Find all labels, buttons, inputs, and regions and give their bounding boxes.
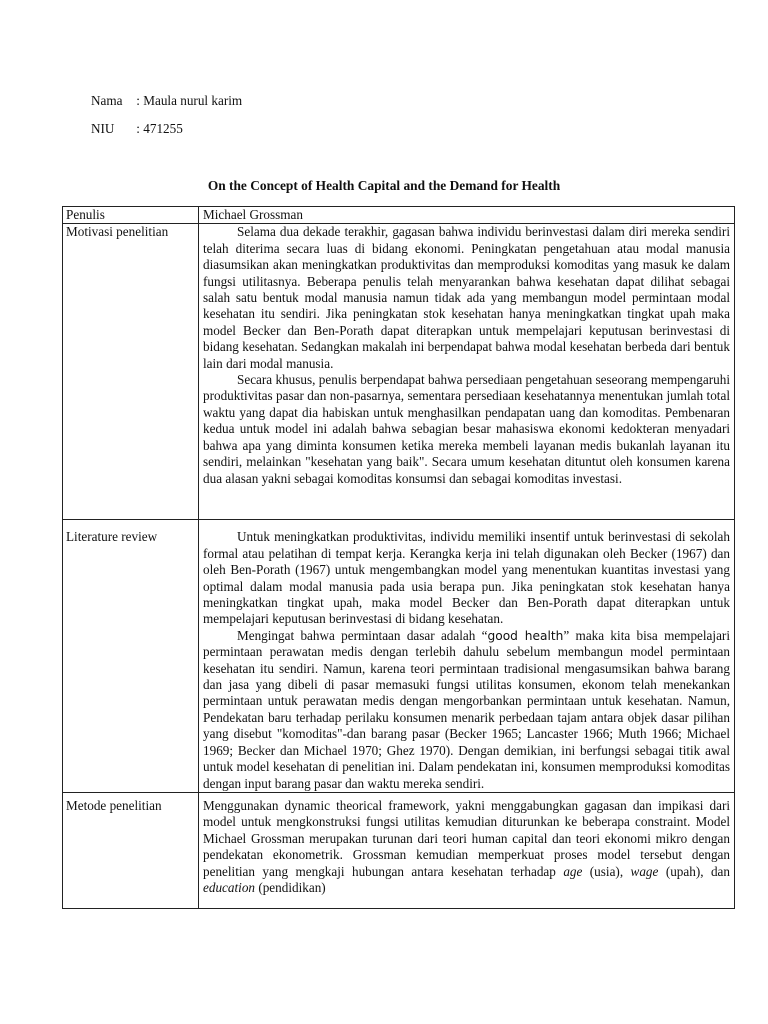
niu-label: NIU xyxy=(91,121,115,136)
metode-age-gloss: (usia), xyxy=(582,863,631,879)
niu-value: : 471255 xyxy=(136,121,183,136)
table-row-metode xyxy=(63,792,735,908)
nama-line xyxy=(91,93,242,109)
metode-label: Metode penelitian xyxy=(63,792,199,908)
literature-p2-quote: good health xyxy=(487,628,564,643)
metode-education-term: education xyxy=(203,879,256,895)
nama-label: Nama xyxy=(91,93,123,108)
literature-p2-after: ” maka kita bisa mempelajari permintaan perawatan medis dengan terlebih dahulu sebelum membangun model permintaan kesehatan itu sendiri. Namun, karena teori permintaan tradisional mengasumsikan bahwa barang dan jasa yang dibeli di pasar memasuki fungsi utilitas konsumen, ekonom telah menekankan permintaan untuk perawatan medis dengan mengorbankan permintaan untuk kesehatan. Namun, Pendekatan baru terhadap perilaku konsumen menarik perbedaan tajam antara objek dasar pilihan yang disebut "komoditas"-dan barang pasar (Becker 1965; Lancaster 1966; Muth 1966; Michael 1969; Becker dan Michael 1970; Ghez 1970). Dengan demikian, ini berfungsi sebagai titik awal untuk model kesehatan di penelitian ini. Dalam pendekatan ini, konsumen memproduksi komoditas dengan input barang pasar dan waktu mereka sendiri. xyxy=(203,627,730,791)
literature-label: Literature review xyxy=(63,520,199,793)
table-row-penulis xyxy=(63,207,735,224)
motivasi-text xyxy=(199,224,735,520)
literature-text xyxy=(199,520,735,793)
motivasi-label: Motivasi penelitian xyxy=(63,224,199,520)
review-table xyxy=(62,206,735,909)
penulis-label: Penulis xyxy=(63,207,199,224)
metode-paragraph xyxy=(203,798,730,896)
metode-wage-term: wage xyxy=(630,863,659,879)
table-row-motivasi xyxy=(63,224,735,520)
motivasi-paragraph-1: Selama dua dekade terakhir, gagasan bahwa individu berinvestasi dalam diri mereka sendiri telah diterima secara luas di bidang ekonomi. Peningkatan pengetahuan atau modal manusia diasumsikan akan meningkatkan produktivitas dan memproduksi komoditas yang masuk ke dalam fungsi utilitasnya. Beberapa penulis telah menyarankan bahwa kesehatan dapat dilihat sebagai salah satu bentuk modal manusia namun tidak ada yang membangun model permintaan modal kesehatan itu sendiri. Jika peningkatan stok kesehatan hanya meningkatkan tingkat upah maka model Becker dan Ben-Porath dapat diterapkan untuk mempelajari keputusan berinvestasi di bidang kesehatan. Sedangkan makalah ini berpendapat bahwa modal kesehatan berbeda dari bentuk lain dari modal manusia. xyxy=(203,224,730,371)
motivasi-paragraph-2: Secara khusus, penulis berpendapat bahwa persediaan pengetahuan seseorang mempengaruhi produktivitas pasar dan non-pasarnya, sementara persediaan kesehatannya menentukan jumlah total waktu yang dapat dia habiskan untuk menghasilkan pendapatan uang dan komoditas. Pembenaran kedua untuk model ini adalah bahwa sebagian besar mahasiswa ekonomi kedokteran menyadari bahwa apa yang diminta konsumen ketika mereka membeli layanan medis bukanlah layanan itu sendiri, melainkan "kesehatan yang baik". Secara umum kesehatan dituntut oleh konsumen karena dua alasan yakni sebagai komoditas konsumsi dan sebagai komoditas investasi. xyxy=(203,372,730,486)
metode-age-term: age xyxy=(563,863,583,879)
literature-p2-before: Mengingat bahwa permintaan dasar adalah “ xyxy=(237,627,488,643)
nama-value: : Maula nurul karim xyxy=(136,93,243,108)
metode-main: Menggunakan dynamic theorical framework, yakni menggabungkan gagasan dan impikasi dari model untuk mengkonstruksi fungsi utilitas kemudian diturunkan ke beberapa constraint. Model Michael Grossman merupakan turunan dari teori human capital dan teori ekonomi mikro dengan pendekatan ekonometrik. Grossman kemudian memperkuat proses model tersebut dengan penelitian yang mengkaji hubungan antara kesehatan terhadap xyxy=(203,797,730,879)
literature-paragraph-2 xyxy=(203,628,730,792)
document-title: On the Concept of Health Capital and the Demand for Health xyxy=(207,178,561,193)
metode-education-gloss: (pendidikan) xyxy=(255,879,326,895)
literature-paragraph-1: Untuk meningkatkan produktivitas, individu memiliki insentif untuk berinvestasi di sekolah formal atau pelatihan di tempat kerja. Kerangka kerja ini telah digunakan oleh Becker (1967) dan oleh Ben-Porath (1967) untuk mengembangkan model yang menentukan kuantitas investasi yang optimal dalam modal manusia pada usia berapa pun. Jika peningkatan stok kesehatan hanya meningkatkan tingkat upah, maka model Becker dan Ben-Porath dapat diterapkan untuk mempelajari keputusan berinvestasi di bidang kesehatan. xyxy=(203,529,730,627)
metode-text xyxy=(199,792,735,908)
niu-line xyxy=(91,121,183,137)
table-row-literature xyxy=(63,520,735,793)
penulis-value: Michael Grossman xyxy=(199,207,735,224)
metode-wage-gloss: (upah), dan xyxy=(658,863,731,879)
